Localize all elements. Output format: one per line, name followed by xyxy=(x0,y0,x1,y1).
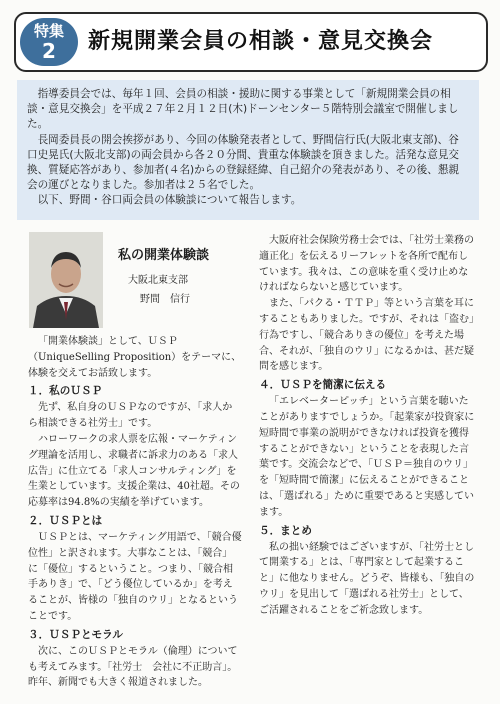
left-column xyxy=(28,334,242,691)
body-paragraph: 「開業体験談」として、ＵＳＰ（UniqueSelling Proposition）をテーマに、体験を交えてお話致します。 xyxy=(28,336,242,379)
section-heading: ４．ＵＳＰを簡潔に伝える xyxy=(259,379,387,392)
right-column xyxy=(259,233,475,619)
author-name: 野間 信行 xyxy=(140,294,190,305)
section-heading: ３．ＵＳＰとモラル xyxy=(28,628,124,641)
intro-paragraph-2: 長岡委員長の開会挨拶があり、今回の体験発表者として、野間信行氏(大阪北東支部)、谷口史晃氏(大阪北支部)の両会員から各２０分間、貴重な体験談を頂きました。活発な意見交換、質疑応答があり、参加者(４名)からの登録経緯、自己紹介の発表があり、その後、懇親会の運びとなりました。参加者は２５名でした。 xyxy=(27,133,460,192)
body-paragraph: 大阪府社会保険労務士会では、「社労士業務の適正化」を伝えるリーフレットを各所で配布しています。我々は、この意味を重く受け止めなければならないと感じています。 xyxy=(259,235,474,294)
article-title: 私の開業体験談 xyxy=(118,248,210,263)
body-paragraph: 私の拙い経験ではございますが、「社労士として開業する」とは、「専門家として起業すること」に他なりません。どうぞ、皆様も、「独自のウリ」を見出して「選ばれる社労士」として、ご活躍されることをご祈念致します。 xyxy=(259,541,475,616)
author-branch: 大阪北東支部 xyxy=(128,275,188,286)
feature-badge xyxy=(20,18,78,66)
section-heading: ５．まとめ xyxy=(259,524,312,537)
intro-box xyxy=(17,80,479,220)
body-paragraph: 「エレベーターピッチ」という言葉を聴いたことがありますでしょうか。「起業家が投資家に短時間で事業の説明ができなければ投資を獲得することができない」ということを表現した言葉です。交流会などで、「ＵＳＰ＝独自のウリ」を「短時間で簡潔」に伝えることができることは、「選ばれる」ために重要であると実感しています。 xyxy=(259,396,475,518)
feature-badge-label: 特集 xyxy=(33,22,64,40)
author-photo xyxy=(29,232,103,328)
body-paragraph: 先ず、私自身のＵＳＰなのですが、「求人から相談できる社労士」です。 xyxy=(28,402,233,430)
portrait-image xyxy=(29,232,103,328)
article-header xyxy=(14,12,488,72)
author-block xyxy=(110,244,240,305)
section-heading: ２．ＵＳＰとは xyxy=(28,514,103,527)
section-heading: １．私のＵＳＰ xyxy=(28,385,103,398)
body-paragraph: また、「パクる・ＴＴＰ」等という言葉を耳にすることもありました。ですが、それは「盗む」行為ですし、「競合ありきの優位」を考えた場合、それが、「独自のウリ」になるかは、甚だ疑問を感じます。 xyxy=(259,298,474,373)
page-title: 新規開業会員の相談・意見交換会 xyxy=(88,29,434,54)
intro-paragraph-3: 以下、野間・谷口両会員の体験談について報告します。 xyxy=(37,194,302,207)
body-paragraph: ハローワークの求人票を広報・マーケティング理論を活用し、求職者に訴求力のある「求人広告」に仕立てる「求人コンサルティング」を生業としています。支援企業は、40社超。その応募率は94.8%の実績を挙げています。 xyxy=(28,433,240,509)
feature-badge-number: 2 xyxy=(42,39,56,63)
intro-paragraph-1: 指導委員会では、毎年１回、会員の相談・援助に関する事業として「新規開業会員の相談・意見交換会」を平成２７年２月１２日(木)ドーンセンター５階特別会議室で開催しました。 xyxy=(27,88,459,131)
body-paragraph: 次に、このＵＳＰとモラル（倫理）についても考えてみます。「社労士 会社に不正助言」。昨年、新聞でも大きく報道されました。 xyxy=(28,645,238,689)
body-paragraph: ＵＳＰとは、マーケティング用語で、「競合優位性」と訳されます。大事なことは、「競合」に「優位」するということ。つまり、「競合相手ありき」で、「どう優位しているか」を考えることが、皆様の「独自のウリ」となるということです。 xyxy=(28,531,242,622)
